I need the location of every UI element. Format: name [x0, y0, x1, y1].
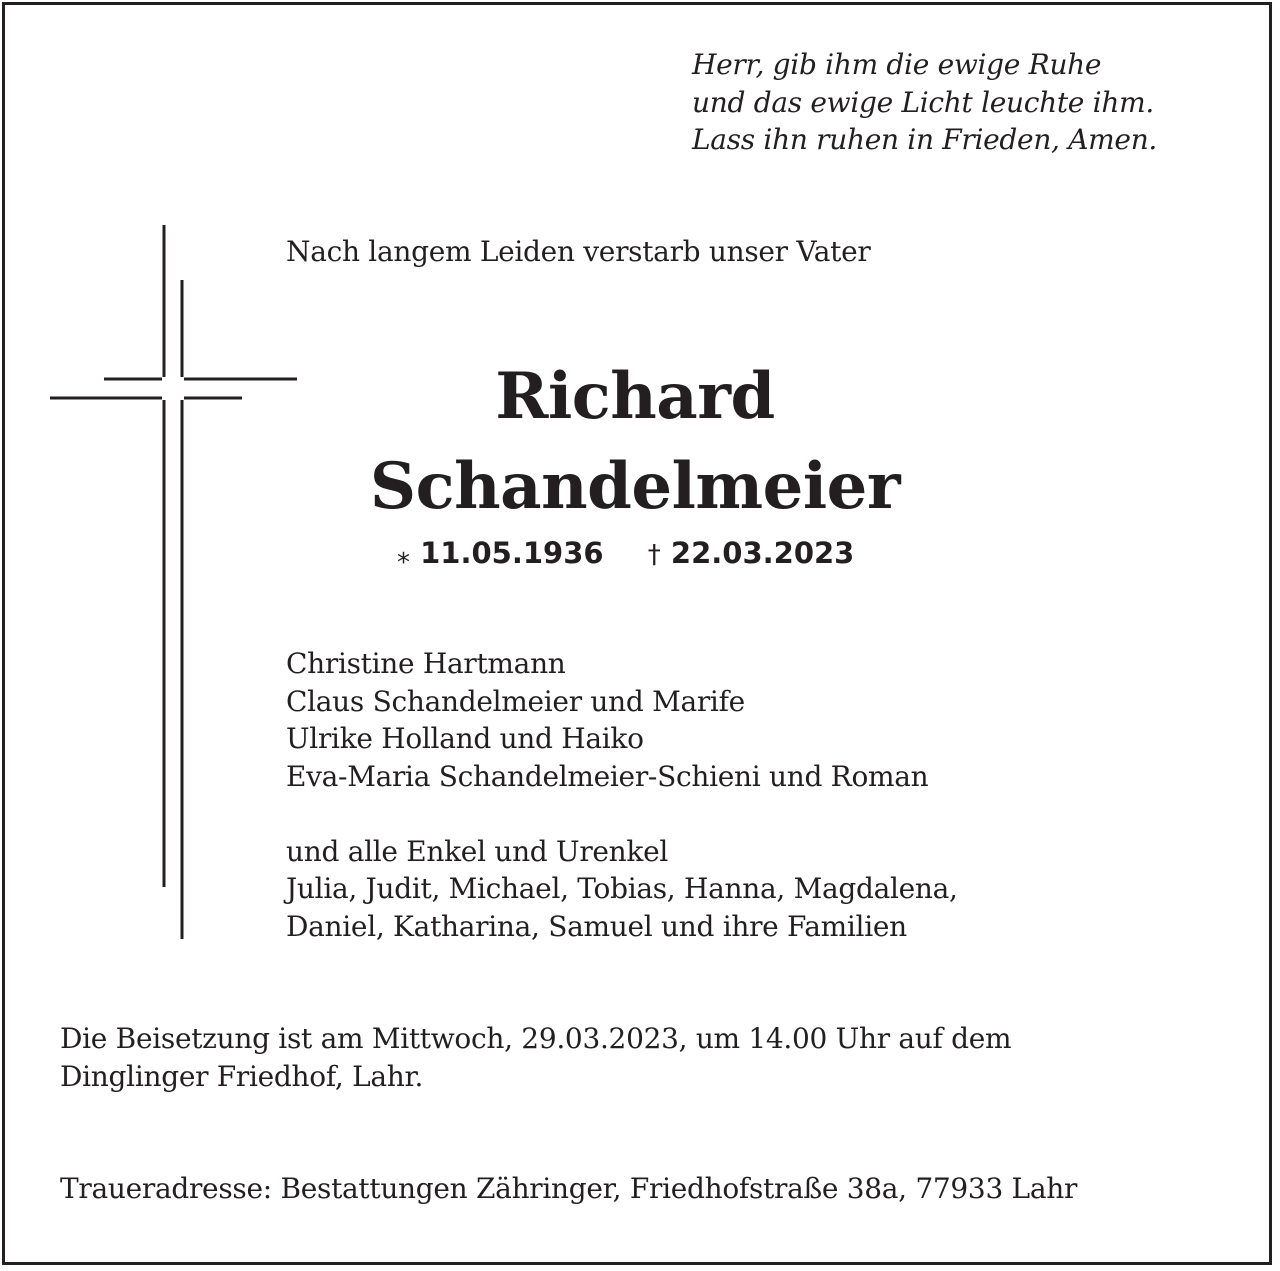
prayer-verse — [692, 46, 1252, 159]
death-cross-icon: † — [647, 540, 661, 570]
birth-date: 11.05.1936 — [420, 536, 604, 570]
first-name: Richard — [495, 359, 775, 434]
life-dates — [397, 534, 854, 574]
mourner-line: Claus Schandelmeier und Marife — [286, 684, 745, 718]
deceased-name — [180, 352, 1090, 532]
grandchildren-line: und alle Enkel und Urenkel — [286, 834, 668, 868]
grandchildren-line: Daniel, Katharina, Samuel und ihre Familien — [286, 909, 907, 943]
mourner-line: Eva-Maria Schandelmeier-Schieni und Roman — [286, 759, 929, 793]
grandchildren-line: Julia, Judit, Michael, Tobias, Hanna, Magdalena, — [286, 872, 958, 905]
mourning-address: Traueradresse: Bestattungen Zähringer, Friedhofstraße 38a, 77933 Lahr — [60, 1172, 1078, 1205]
last-name: Schandelmeier — [369, 449, 901, 524]
mourners-list — [286, 645, 958, 945]
verse-line: Lass ihn ruhen in Frieden, Amen. — [692, 123, 1158, 156]
intro-text: Nach langem Leiden verstarb unser Vater — [286, 235, 871, 268]
funeral-notice — [60, 1020, 1011, 1096]
death-date: 22.03.2023 — [670, 536, 855, 570]
cross-icon — [48, 225, 300, 941]
verse-line: und das ewige Licht leuchte ihm. — [692, 85, 1154, 119]
birth-star-icon: ⁎ — [397, 540, 410, 570]
funeral-line: Dinglinger Friedhof, Lahr. — [60, 1060, 424, 1093]
funeral-line: Die Beisetzung ist am Mittwoch, 29.03.2023, um 14.00 Uhr auf dem — [60, 1022, 1012, 1055]
mourner-line: Christine Hartmann — [286, 647, 566, 680]
verse-line: Herr, gib ihm die ewige Ruhe — [692, 48, 1102, 81]
mourner-line: Ulrike Holland und Haiko — [286, 722, 644, 755]
